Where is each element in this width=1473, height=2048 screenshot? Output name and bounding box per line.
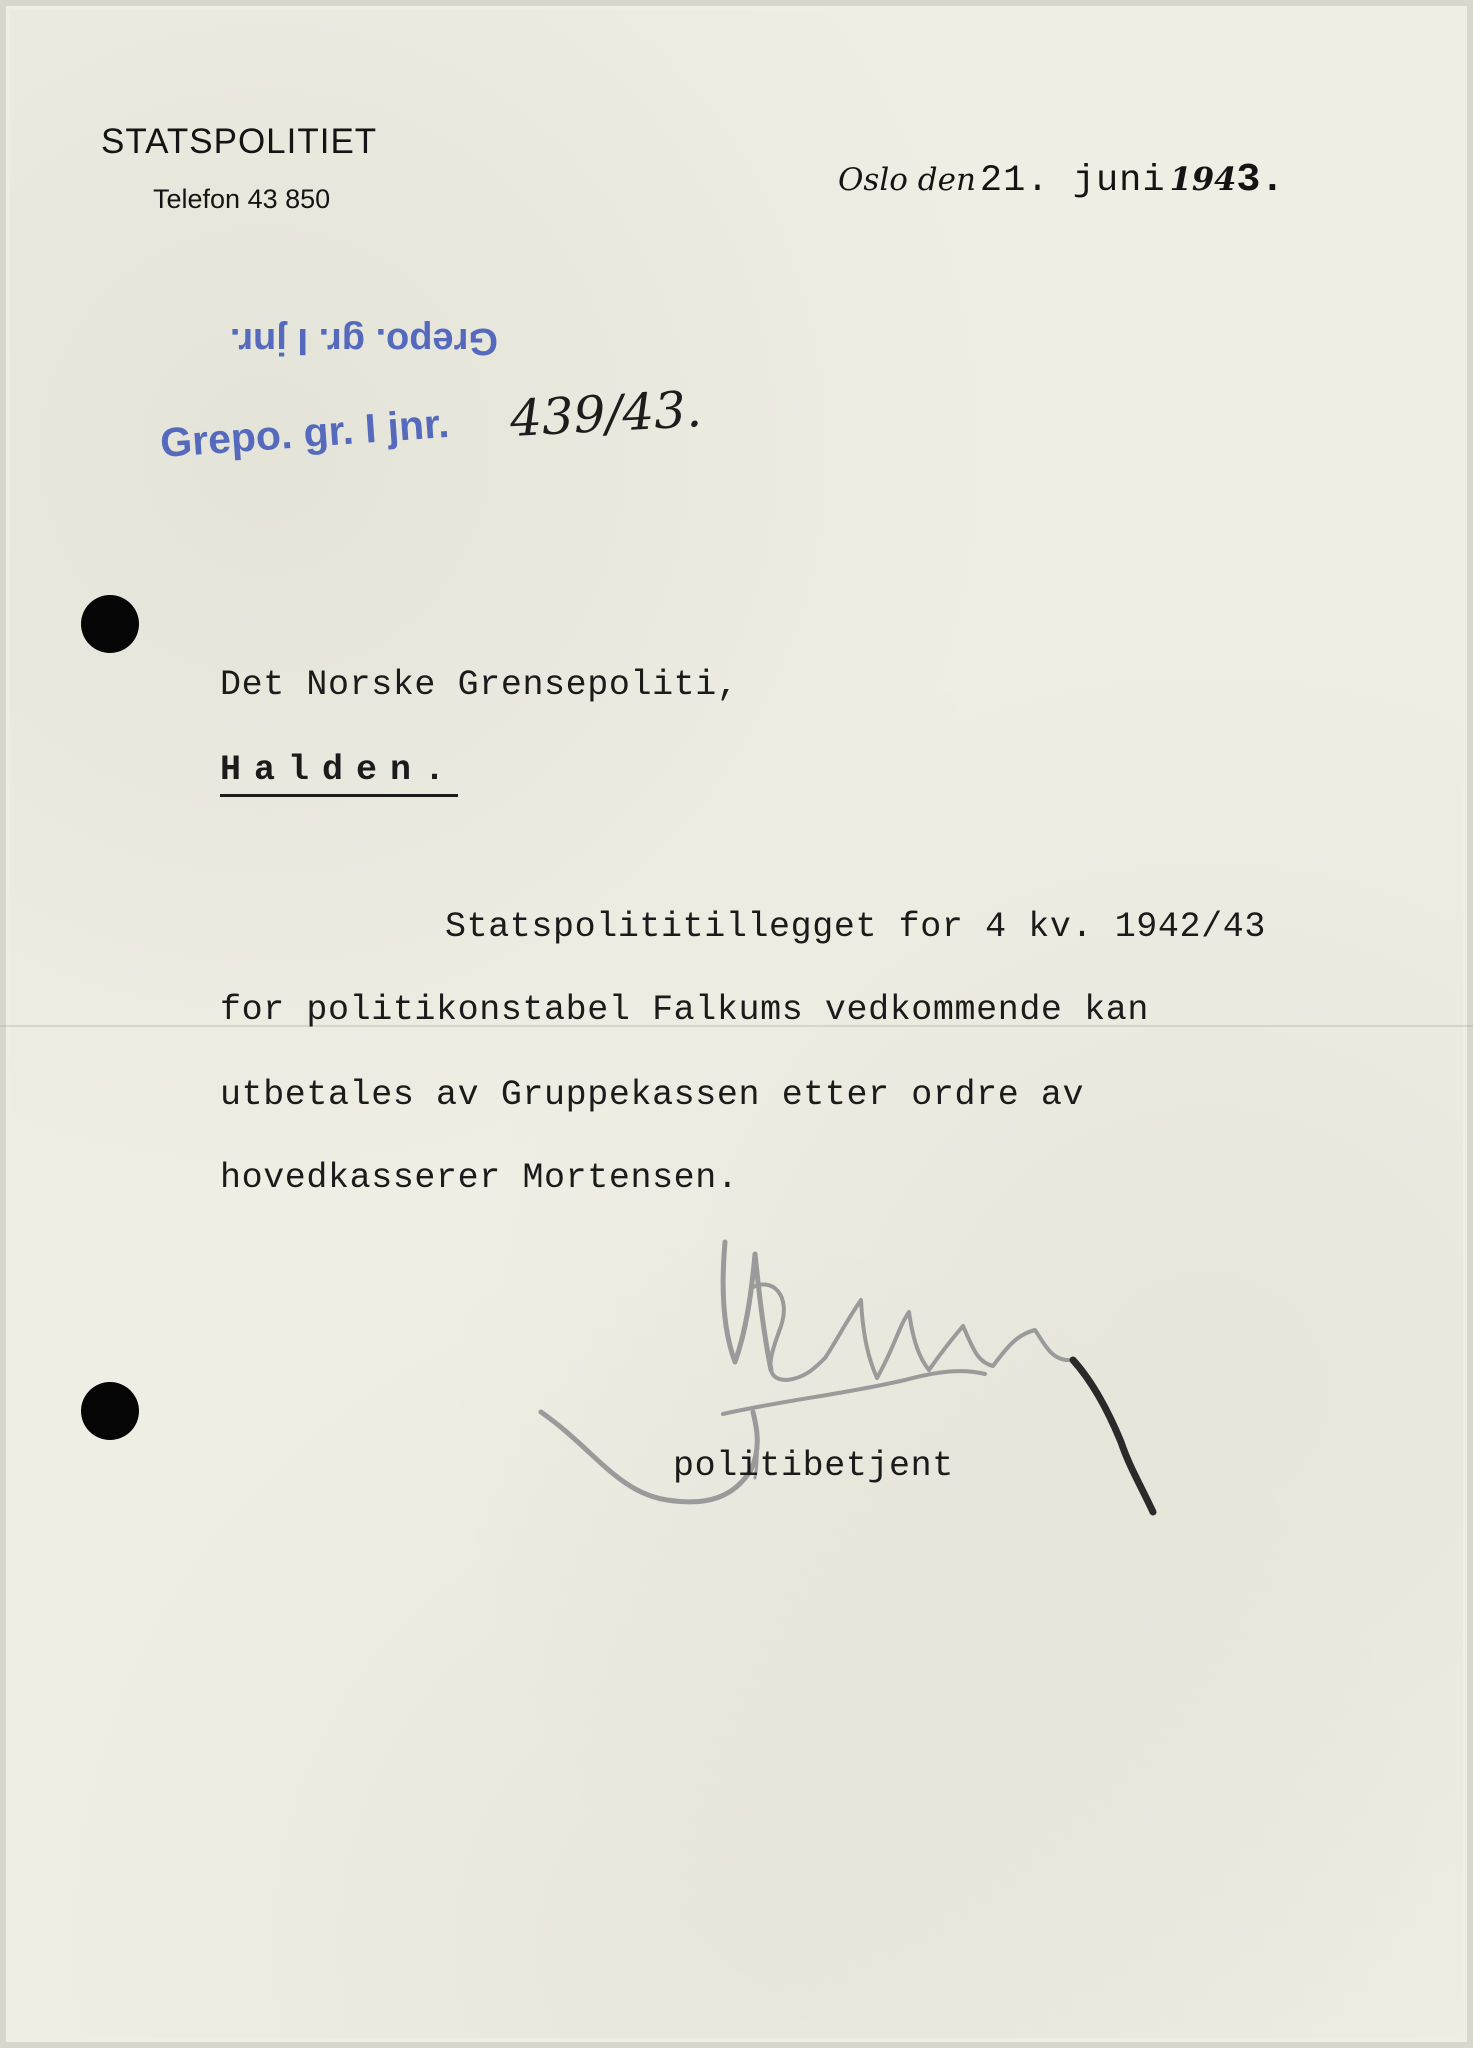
date-place: Oslo den bbox=[838, 162, 976, 198]
organization-name: STATSPOLITIET bbox=[101, 122, 378, 161]
date-day-month: 21. juni bbox=[979, 160, 1166, 202]
body-line: Statspolititillegget for 4 kv. 1942/43 bbox=[445, 907, 1266, 947]
signature-stroke bbox=[1073, 1360, 1153, 1512]
recipient-name: Det Norske Grensepoliti, bbox=[220, 665, 739, 705]
body-line: hovedkasserer Mortensen. bbox=[220, 1158, 739, 1198]
recipient-city: Halden. bbox=[220, 750, 458, 797]
journal-stamp: Grepo. gr. I jnr. bbox=[158, 399, 451, 467]
signature-stroke bbox=[723, 1242, 771, 1370]
punch-hole-top bbox=[81, 595, 139, 653]
date-year-end: . bbox=[1260, 158, 1285, 203]
dateline bbox=[838, 158, 1284, 203]
signature-stroke bbox=[929, 1326, 1073, 1370]
signature-stroke bbox=[825, 1300, 929, 1378]
letterhead bbox=[101, 122, 378, 214]
handwritten-journal-number: 439/43. bbox=[508, 380, 704, 448]
punch-hole-bottom bbox=[81, 1382, 139, 1440]
body-line: for politikonstabel Falkums vedkommende kan bbox=[220, 990, 1149, 1030]
date-year-digit: 3 bbox=[1236, 158, 1261, 203]
signature-stroke bbox=[723, 1371, 985, 1414]
mirrored-journal-stamp: Grepo. gr. I jnr. bbox=[229, 320, 498, 362]
date-year-prefix: 194 bbox=[1169, 160, 1237, 198]
body-line: utbetales av Gruppekassen etter ordre av bbox=[220, 1075, 1085, 1115]
signatory-title: politibetjent bbox=[673, 1446, 954, 1486]
organization-phone: Telefon 43 850 bbox=[153, 184, 331, 214]
